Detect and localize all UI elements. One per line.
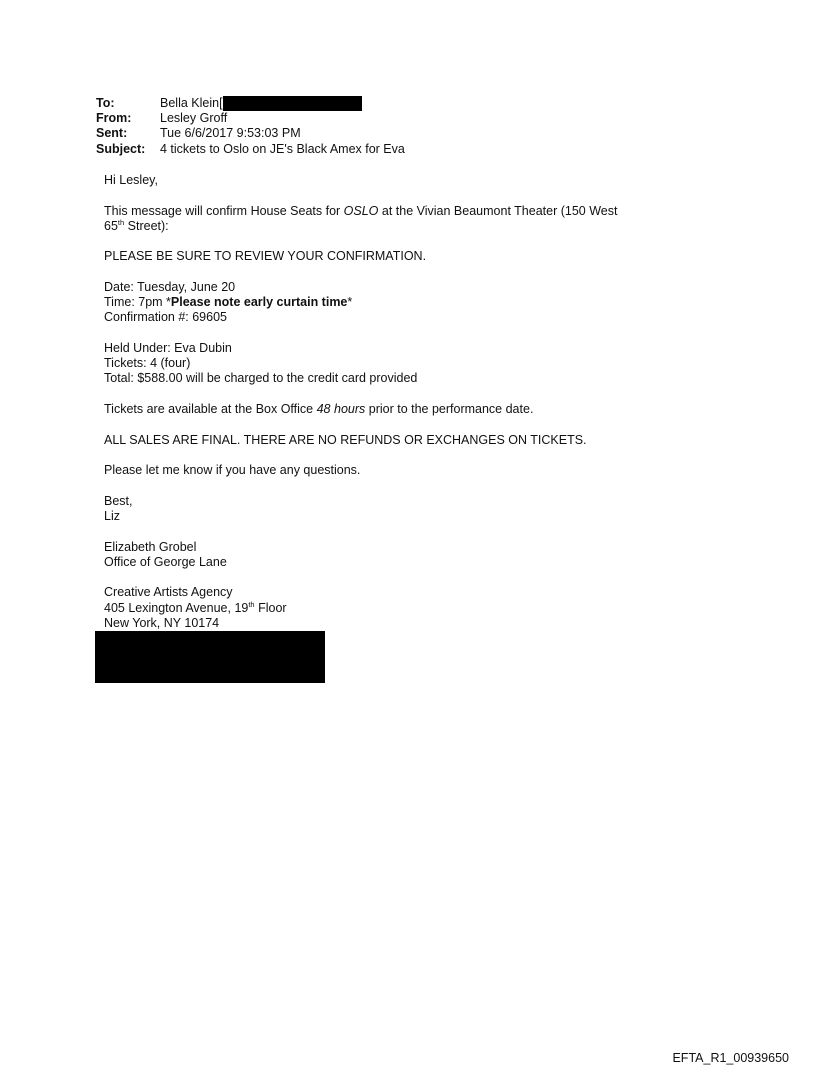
held-under-line: Held Under: Eva Dubin bbox=[104, 340, 232, 355]
questions-text: Please let me know if you have any questions. bbox=[104, 463, 361, 478]
time-text: Time: 7pm * bbox=[104, 295, 171, 310]
review-text: PLEASE BE SURE TO REVIEW YOUR CONFIRMATION. bbox=[104, 249, 427, 264]
greeting-text: Hi Lesley, bbox=[104, 173, 158, 187]
confirmation-number: Confirmation #: 69605 bbox=[104, 310, 227, 325]
signature-address-block bbox=[104, 585, 704, 631]
to-value bbox=[160, 96, 362, 111]
from-label: From: bbox=[96, 111, 132, 126]
sent-value: Tue 6/6/2017 9:53:03 PM bbox=[160, 126, 301, 141]
time-asterisk: * bbox=[347, 295, 353, 310]
signoff-name: Liz bbox=[104, 508, 120, 523]
signature-office: Office of George Lane bbox=[104, 554, 227, 569]
final-sales-text: ALL SALES ARE FINAL. THERE ARE NO REFUNDS OR EXCHANGES ON TICKETS. bbox=[104, 432, 587, 447]
time-line bbox=[104, 295, 704, 310]
ticket-details bbox=[104, 341, 704, 387]
signature-company: Creative Artists Agency bbox=[104, 585, 233, 600]
to-label: To: bbox=[96, 96, 115, 110]
signature-address bbox=[104, 601, 704, 616]
curtain-note: Please note early curtain time bbox=[170, 295, 348, 310]
questions-paragraph bbox=[104, 463, 704, 478]
availability-text-a: Tickets are available at the Box Office bbox=[104, 401, 317, 416]
address-text-a: 405 Lexington Avenue, 19 bbox=[104, 600, 249, 615]
sent-label: Sent: bbox=[96, 126, 128, 141]
confirm-line-2 bbox=[104, 219, 704, 234]
availability-paragraph bbox=[104, 402, 704, 417]
total-line: Total: $588.00 will be charged to the credit card provided bbox=[104, 371, 418, 386]
street-text: Street): bbox=[124, 218, 169, 233]
review-paragraph bbox=[104, 249, 704, 264]
signature-city: New York, NY 10174 bbox=[104, 615, 220, 630]
final-sales-paragraph bbox=[104, 433, 704, 448]
to-row bbox=[96, 96, 405, 111]
street-suffix: th bbox=[117, 217, 125, 227]
greeting bbox=[104, 173, 704, 188]
subject-label: Subject: bbox=[96, 141, 146, 156]
subject-row bbox=[96, 142, 405, 157]
from-row bbox=[96, 111, 405, 126]
to-name: Bella Klein[ bbox=[160, 96, 223, 110]
confirm-text-b: at the Vivian Beaumont Theater (150 West bbox=[378, 203, 618, 218]
confirm-line-1 bbox=[104, 204, 704, 219]
tickets-line: Tickets: 4 (four) bbox=[104, 356, 191, 371]
sent-row bbox=[96, 126, 405, 141]
performance-details bbox=[104, 280, 704, 326]
availability-text-b: prior to the performance date. bbox=[365, 401, 534, 416]
availability-line bbox=[104, 402, 704, 417]
email-body bbox=[104, 173, 704, 646]
from-value: Lesley Groff bbox=[160, 111, 228, 126]
street-number: 65 bbox=[104, 218, 118, 233]
confirm-text-a: This message will confirm House Seats for bbox=[104, 203, 344, 218]
email-header bbox=[96, 96, 405, 157]
signature-name-block bbox=[104, 540, 704, 570]
date-line: Date: Tuesday, June 20 bbox=[104, 279, 236, 294]
address-text-b: Floor bbox=[254, 600, 287, 615]
signoff bbox=[104, 494, 704, 524]
confirmation-paragraph bbox=[104, 204, 704, 234]
show-title: OSLO bbox=[343, 203, 379, 218]
redaction-box bbox=[223, 96, 362, 111]
document-id: EFTA_R1_00939650 bbox=[672, 1051, 789, 1065]
signature-name: Elizabeth Grobel bbox=[104, 539, 197, 554]
redaction-block bbox=[95, 631, 325, 683]
floor-suffix: th bbox=[248, 599, 255, 609]
subject-value: 4 tickets to Oslo on JE's Black Amex for Eva bbox=[160, 141, 405, 156]
signoff-text: Best, bbox=[104, 493, 133, 508]
availability-hours: 48 hours bbox=[316, 401, 366, 416]
